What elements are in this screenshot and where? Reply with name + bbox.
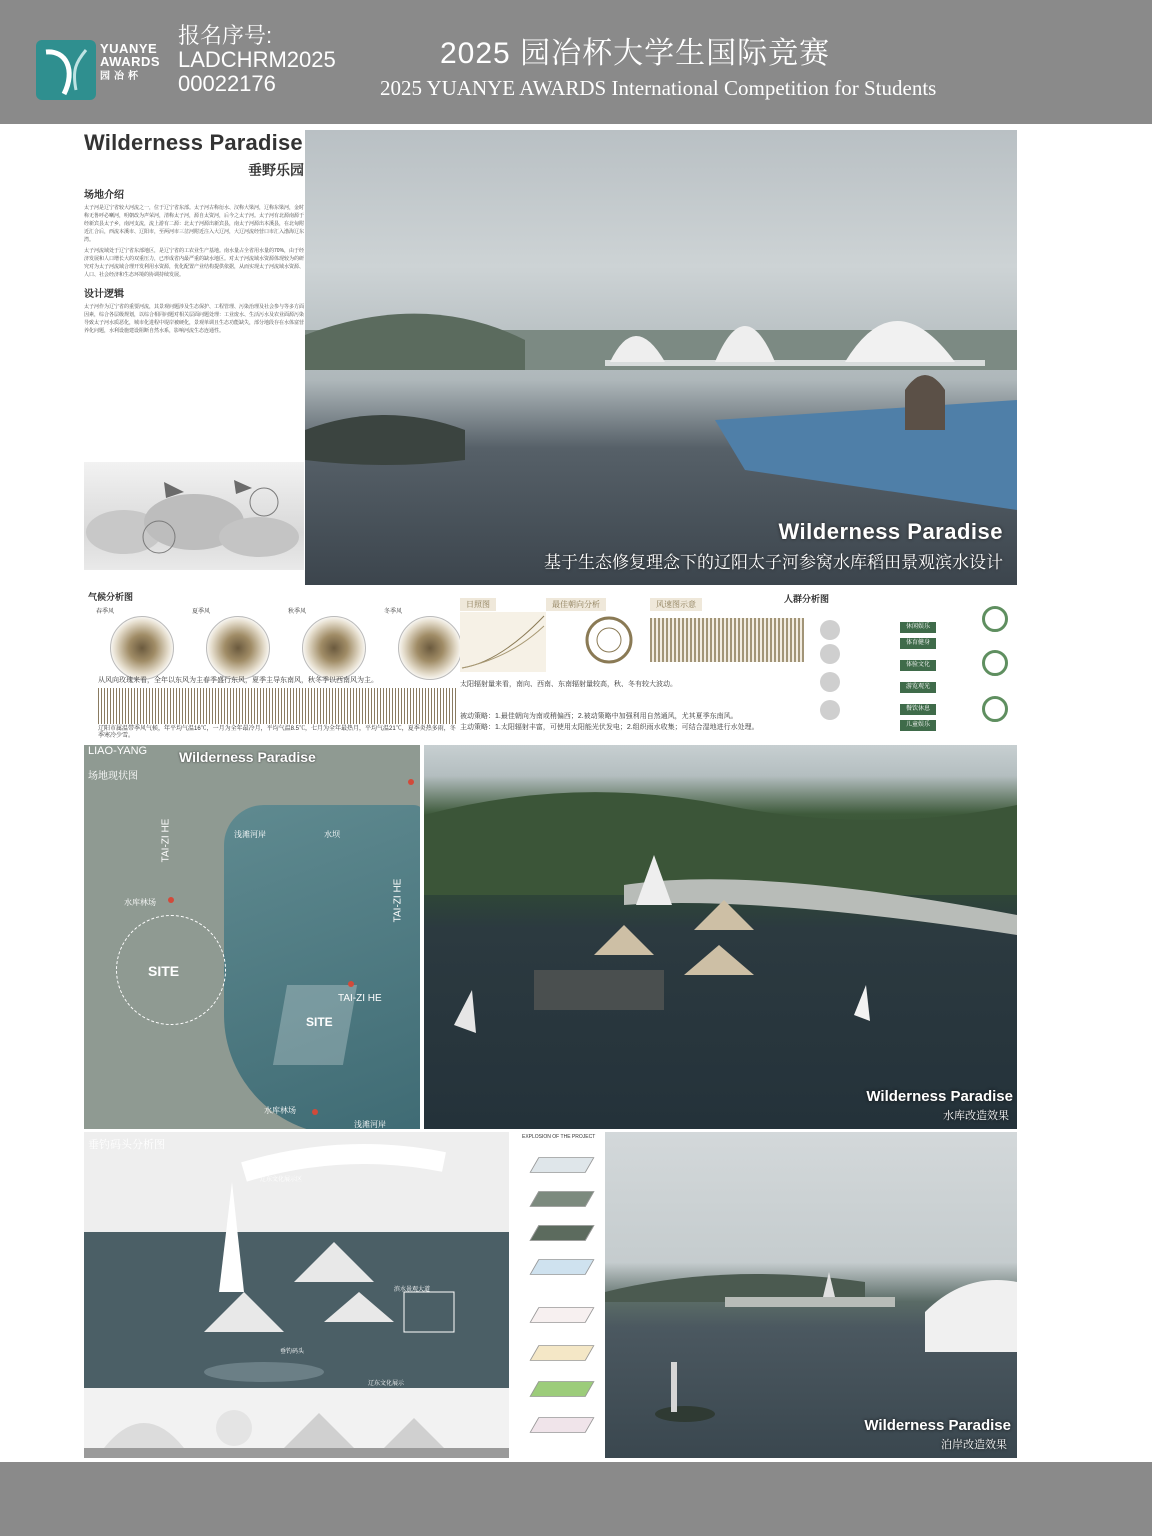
- hero-caption-cn: 基于生态修复理念下的辽阳太子河参窝水库稻田景观滨水设计: [544, 553, 1003, 572]
- shore-render: [605, 1132, 1017, 1458]
- marker-dot-3: [312, 1109, 318, 1115]
- tab-wind-speed: 风速图示意: [650, 598, 702, 611]
- crowd-btn-2: 体育健身: [900, 638, 936, 649]
- wind-rose-summer: [206, 616, 270, 680]
- river-label-right: TAI-ZI HE: [392, 878, 404, 923]
- section-design-logic: 设计逻辑: [84, 289, 124, 300]
- crowd-btn-1: 休闲娱乐: [900, 622, 936, 633]
- competition-title-en: 2025 YUANYE AWARDS International Competition for Students: [380, 76, 937, 100]
- marker-dot-1: [168, 897, 174, 903]
- competition-title-cn: 2025 园冶杯大学生国际竞赛: [440, 37, 831, 70]
- section-site-intro: 场地介绍: [84, 190, 124, 201]
- reg-line1: LADCHRM2025: [178, 47, 336, 72]
- climate-note: 辽阳市属温带季风气候，年平均气温16℃，一月为全年最冷月，平均气温8.5℃，七月为全年最热月，平均气温21℃，夏季炎热多雨，冬季寒冷少雪。: [98, 726, 456, 739]
- intro-panel: [84, 130, 304, 585]
- design-logic-text: 太子河作为辽宁省的重要河流，其景观问题涉及生态保护、工程管理、污染治理及社会参与等多方面因素，综合各层级规划，以综合相同问题对相关层面问题处理：工业废水、生活污水及农业面源污染导致太子河水质恶化，城市化进程中堤岸被硬化，景观单调且生态功能缺失，部分地段存在水体富营养化问题，水利设施建设阻断自然水系，影响河流生态连通性。: [84, 304, 305, 334]
- layer-3: [530, 1225, 595, 1240]
- person-avatar-1: [820, 620, 840, 640]
- temperature-chart: [98, 688, 456, 724]
- crowd-btn-6: 儿童娱乐: [900, 720, 936, 731]
- exploded-layers: [512, 1132, 602, 1458]
- layer-8: [530, 1417, 595, 1432]
- sun-chart: [460, 612, 546, 672]
- analysis-strip: [84, 588, 1017, 740]
- donut-chart-2: [982, 650, 1008, 676]
- dam-label: 水坝: [324, 830, 340, 839]
- season-autumn: 秋季风: [288, 609, 307, 615]
- forest-label-bottom: 水库林场: [264, 1106, 296, 1115]
- layer-2: [530, 1191, 595, 1206]
- yuanye-logo-icon: [36, 40, 96, 100]
- reg-label: 报名序号:: [178, 23, 273, 48]
- layers-title: EXPLOSION OF THE PROJECT: [522, 1134, 596, 1140]
- logo-text: [100, 42, 160, 83]
- pier-elevation: [84, 1388, 509, 1458]
- site-intro-text-2: 太子河流域处于辽宁省东部地区，是辽宁省的工农业生产基地。南水量占全省用水量的70%，由于经济发展和人口增长大的双重压力，已形成省内最严重的缺水地区。对太子河流域水资源体现较为的研究对为太子河流域合理开发利用水资源，优化配置产业结构提供依据，从而实现太子河流域水资源、人口、社会经济和生态环境的协调持续发展。: [84, 248, 305, 278]
- wind-rose-autumn: [302, 616, 366, 680]
- shore-caption-cn: 泊岸改造效果: [941, 1439, 1007, 1451]
- marker-dot-4: [408, 779, 414, 785]
- layer-6: [530, 1345, 595, 1360]
- person-avatar-3: [820, 672, 840, 692]
- site-intro-text: 太子河是辽宁省较大河流之一，位于辽宁省东部。太子河古称衍水、汉称大梁河，辽称东梁河，金时称无鲁呼必喇河，明朝改为声荣河，清称太子河，源自太资河，后今之太子河。太子河有北源南源于经新宾县太子乡，南河支流，流上游有二源：北太子河源出新宾县，南太子河源出本溪县，在北甸附近汇合后，西流本溪市、辽阳市，至两河市三岔河附近注入大辽河，大辽河流经营口市汇入渤海辽东湾。: [84, 205, 305, 243]
- river-label-mid: TAI-ZI HE: [338, 993, 382, 1004]
- logo-line1: YUANYE: [100, 41, 158, 56]
- donut-chart-3: [982, 696, 1008, 722]
- pier-title: 垂钓码头分析图: [88, 1139, 165, 1151]
- map-corner-label: LIAO-YANG: [88, 745, 148, 757]
- person-avatar-4: [820, 700, 840, 720]
- reg-line2: 00022176: [178, 71, 276, 96]
- season-summer: 夏季风: [192, 609, 211, 615]
- tab-sun: 日照图: [460, 598, 496, 611]
- strategy-passive: 被动策略：1.最佳朝向为南或稍偏西；2.被动策略中加强利用自然通风，尤其夏季东南风。: [460, 713, 738, 720]
- hero-caption-en: Wilderness Paradise: [778, 519, 1003, 544]
- wind-rose-winter: [398, 616, 462, 680]
- logo-line2: AWARDS: [100, 54, 161, 69]
- donut-chart-1: [982, 606, 1008, 632]
- shore-label: 浅滩河岸: [234, 830, 266, 839]
- layer-4: [530, 1259, 595, 1274]
- pier-label-4: 辽东文化展示: [368, 1381, 405, 1387]
- map-title-en: Wilderness Paradise: [179, 749, 316, 765]
- site-map: [84, 745, 420, 1129]
- climate-title: 气候分析图: [88, 592, 134, 602]
- footer-bar: [0, 1462, 1152, 1536]
- crowd-title: 人群分析图: [784, 594, 830, 604]
- site-label-a: SITE: [148, 963, 180, 979]
- map-title-cn: 场地现状图: [88, 771, 138, 782]
- aerial-render: [424, 745, 1017, 1129]
- header-bar: [0, 0, 1152, 124]
- aerial-caption-en: Wilderness Paradise: [866, 1088, 1013, 1105]
- season-winter: 冬季风: [384, 609, 403, 615]
- pier-label-2: 滨水景观大道: [394, 1287, 431, 1293]
- crowd-btn-4: 游览观光: [900, 682, 936, 693]
- project-title-en: Wilderness Paradise: [84, 130, 303, 155]
- crowd-btn-5: 餐饮休息: [900, 704, 936, 715]
- pier-label-1: 辽东文化展示区: [260, 1177, 303, 1183]
- wind-note: 从风向玫瑰来看，全年以东风为主春季盛行东风，夏季主导东南风，秋冬季以西南风为主。: [98, 677, 378, 684]
- river-label-left: TAI-ZI HE: [160, 818, 172, 863]
- forest-label-top: 水库林场: [124, 898, 156, 907]
- layer-1: [530, 1157, 595, 1172]
- reservoir-water: [224, 805, 420, 1129]
- crowd-btn-3: 体验文化: [900, 660, 936, 671]
- shore-caption-en: Wilderness Paradise: [864, 1417, 1011, 1434]
- sun-note: 太阳辐射量来看，南向、西南、东南辐射量较高，秋、冬有较大波动。: [460, 681, 677, 688]
- site-label-b: SITE: [306, 1015, 333, 1029]
- season-spring: 春季风: [96, 609, 115, 615]
- aerial-caption-cn: 水库改造效果: [943, 1110, 1009, 1122]
- wind-rose-spring: [110, 616, 174, 680]
- layer-7: [530, 1381, 595, 1396]
- marker-dot-2: [348, 981, 354, 987]
- shore-label-bottom: 浅滩河岸: [354, 1120, 386, 1129]
- wind-speed-chart: [650, 618, 804, 662]
- pier-label-3: 垂钓码头: [280, 1349, 305, 1355]
- tab-orientation: 最佳朝向分析: [546, 598, 606, 611]
- project-title-cn: 垂野乐园: [248, 162, 304, 178]
- layer-5: [530, 1307, 595, 1322]
- hero-render: [305, 130, 1017, 585]
- logo-cn: 园冶杯: [100, 71, 142, 82]
- person-avatar-2: [820, 644, 840, 664]
- pier-analysis: [84, 1132, 509, 1458]
- orientation-chart: [584, 610, 634, 670]
- registration-number: [178, 24, 336, 96]
- concept-collage-image: [84, 462, 304, 580]
- strategy-active: 主动策略：1.太阳辐射丰富，可使用太阳能光伏发电；2.组织雨水收集；可结合湿地进行水处理。: [460, 724, 759, 731]
